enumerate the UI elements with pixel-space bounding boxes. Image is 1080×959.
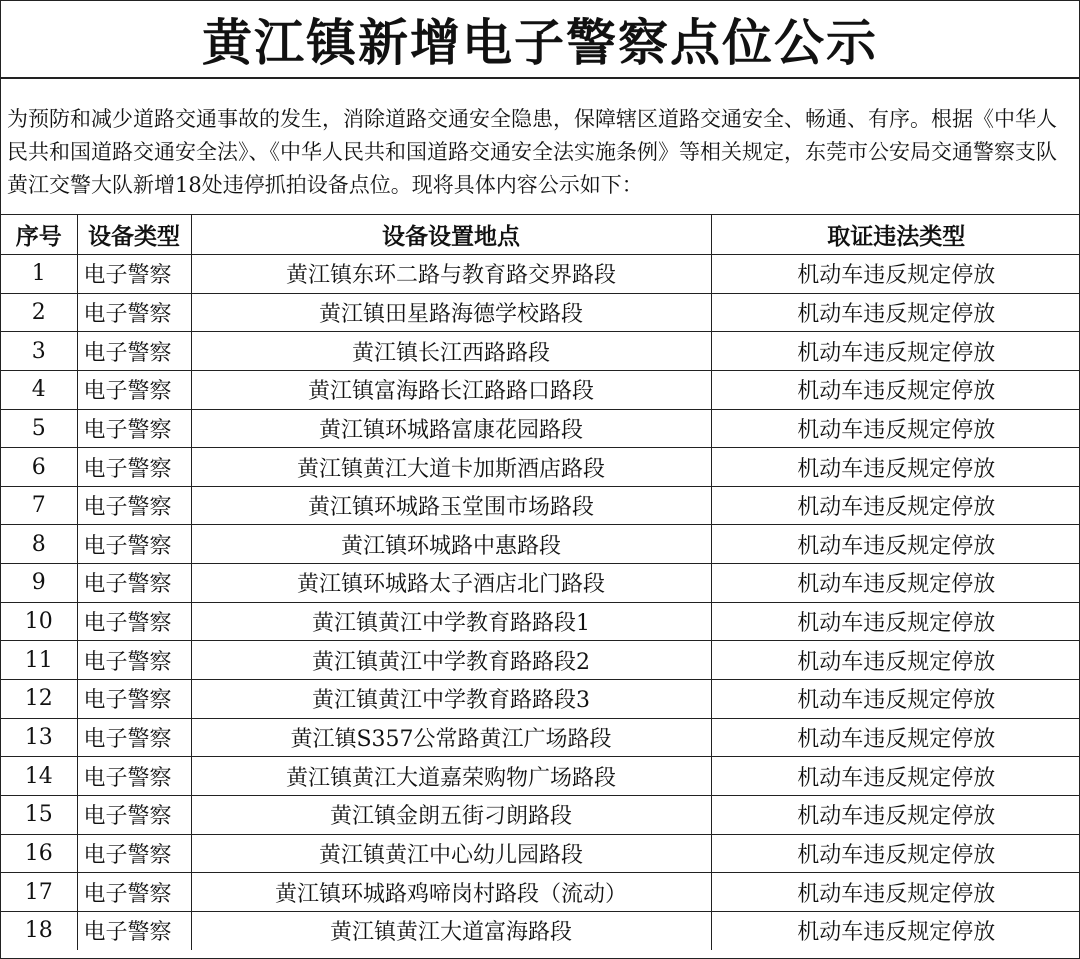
violation-type-cell: 机动车违反规定停放 — [711, 795, 1080, 834]
table-row — [1, 795, 1080, 834]
serial-cell: 8 — [1, 525, 77, 564]
table-row — [1, 293, 1080, 332]
device-type-cell: 电子警察 — [77, 757, 191, 796]
violation-type-cell: 机动车违反规定停放 — [711, 911, 1080, 949]
location-cell: 黄江镇黄江中学教育路路段1 — [191, 602, 711, 641]
location-cell: 黄江镇东环二路与教育路交界路段 — [191, 255, 711, 294]
serial-cell: 6 — [1, 448, 77, 487]
location-cell: 黄江镇黄江大道嘉荣购物广场路段 — [191, 757, 711, 796]
serial-cell: 10 — [1, 602, 77, 641]
violation-type-cell: 机动车违反规定停放 — [711, 525, 1080, 564]
camera-table — [1, 215, 1080, 950]
table-row — [1, 564, 1080, 603]
serial-cell: 1 — [1, 255, 77, 294]
intro-paragraph: 为预防和减少道路交通事故的发生，消除道路交通安全隐患，保障辖区道路交通安全、畅通、有序。根据《中华人民共和国道路交通安全法》、《中华人民共和国道路交通安全法实施条例》等相关规定，东莞市公安局交通警察支队黄江交警大队新增18处违停抓拍设备点位。现将具体内容公示如下： — [1, 79, 1079, 215]
device-type-cell: 电子警察 — [77, 486, 191, 525]
device-type-cell: 电子警察 — [77, 834, 191, 873]
violation-type-cell: 机动车违反规定停放 — [711, 718, 1080, 757]
device-type-cell: 电子警察 — [77, 873, 191, 912]
location-cell: 黄江镇黄江大道富海路段 — [191, 911, 711, 949]
table-row — [1, 332, 1080, 371]
location-cell: 黄江镇黄江中学教育路路段3 — [191, 680, 711, 719]
location-cell: 黄江镇金朗五街刁朗路段 — [191, 795, 711, 834]
serial-cell: 5 — [1, 409, 77, 448]
location-cell: 黄江镇富海路长江路路口路段 — [191, 370, 711, 409]
location-cell: 黄江镇黄江中学教育路路段2 — [191, 641, 711, 680]
serial-cell: 4 — [1, 370, 77, 409]
violation-type-cell: 机动车违反规定停放 — [711, 255, 1080, 294]
location-cell: 黄江镇田星路海德学校路段 — [191, 293, 711, 332]
page-title: 黄江镇新增电子警察点位公示 — [1, 1, 1079, 79]
serial-cell: 11 — [1, 641, 77, 680]
violation-type-cell: 机动车违反规定停放 — [711, 332, 1080, 371]
table-row — [1, 911, 1080, 949]
serial-cell: 17 — [1, 873, 77, 912]
device-type-cell: 电子警察 — [77, 911, 191, 949]
violation-type-cell: 机动车违反规定停放 — [711, 409, 1080, 448]
table-row — [1, 757, 1080, 796]
serial-cell: 16 — [1, 834, 77, 873]
table-row — [1, 486, 1080, 525]
header-device-type: 设备类型 — [77, 215, 191, 255]
device-type-cell: 电子警察 — [77, 602, 191, 641]
serial-cell: 18 — [1, 911, 77, 949]
device-type-cell: 电子警察 — [77, 448, 191, 487]
table-body — [1, 255, 1080, 950]
table-row — [1, 873, 1080, 912]
table-row — [1, 448, 1080, 487]
location-cell: 黄江镇长江西路路段 — [191, 332, 711, 371]
device-type-cell: 电子警察 — [77, 293, 191, 332]
violation-type-cell: 机动车违反规定停放 — [711, 448, 1080, 487]
device-type-cell: 电子警察 — [77, 795, 191, 834]
violation-type-cell: 机动车违反规定停放 — [711, 757, 1080, 796]
serial-cell: 3 — [1, 332, 77, 371]
table-row — [1, 255, 1080, 294]
table-row — [1, 525, 1080, 564]
device-type-cell: 电子警察 — [77, 255, 191, 294]
location-cell: 黄江镇黄江中心幼儿园路段 — [191, 834, 711, 873]
location-cell: 黄江镇S357公常路黄江广场路段 — [191, 718, 711, 757]
header-violation-type: 取证违法类型 — [711, 215, 1080, 255]
violation-type-cell: 机动车违反规定停放 — [711, 834, 1080, 873]
device-type-cell: 电子警察 — [77, 332, 191, 371]
violation-type-cell: 机动车违反规定停放 — [711, 873, 1080, 912]
serial-cell: 14 — [1, 757, 77, 796]
table-row — [1, 370, 1080, 409]
serial-cell: 9 — [1, 564, 77, 603]
device-type-cell: 电子警察 — [77, 525, 191, 564]
violation-type-cell: 机动车违反规定停放 — [711, 564, 1080, 603]
serial-cell: 2 — [1, 293, 77, 332]
device-type-cell: 电子警察 — [77, 409, 191, 448]
serial-cell: 7 — [1, 486, 77, 525]
header-location: 设备设置地点 — [191, 215, 711, 255]
device-type-cell: 电子警察 — [77, 718, 191, 757]
location-cell: 黄江镇环城路中惠路段 — [191, 525, 711, 564]
violation-type-cell: 机动车违反规定停放 — [711, 680, 1080, 719]
device-type-cell: 电子警察 — [77, 680, 191, 719]
serial-cell: 12 — [1, 680, 77, 719]
table-row — [1, 409, 1080, 448]
serial-cell: 15 — [1, 795, 77, 834]
violation-type-cell: 机动车违反规定停放 — [711, 370, 1080, 409]
serial-cell: 13 — [1, 718, 77, 757]
location-cell: 黄江镇环城路鸡啼岗村路段（流动） — [191, 873, 711, 912]
location-cell: 黄江镇环城路富康花园路段 — [191, 409, 711, 448]
table-row — [1, 680, 1080, 719]
device-type-cell: 电子警察 — [77, 641, 191, 680]
location-cell: 黄江镇环城路太子酒店北门路段 — [191, 564, 711, 603]
table-row — [1, 718, 1080, 757]
device-type-cell: 电子警察 — [77, 370, 191, 409]
table-row — [1, 602, 1080, 641]
table-header-row — [1, 215, 1080, 255]
violation-type-cell: 机动车违反规定停放 — [711, 602, 1080, 641]
device-type-cell: 电子警察 — [77, 564, 191, 603]
location-cell: 黄江镇环城路玉堂围市场路段 — [191, 486, 711, 525]
location-cell: 黄江镇黄江大道卡加斯酒店路段 — [191, 448, 711, 487]
header-serial: 序号 — [1, 215, 77, 255]
violation-type-cell: 机动车违反规定停放 — [711, 293, 1080, 332]
violation-type-cell: 机动车违反规定停放 — [711, 641, 1080, 680]
violation-type-cell: 机动车违反规定停放 — [711, 486, 1080, 525]
table-row — [1, 641, 1080, 680]
table-row — [1, 834, 1080, 873]
